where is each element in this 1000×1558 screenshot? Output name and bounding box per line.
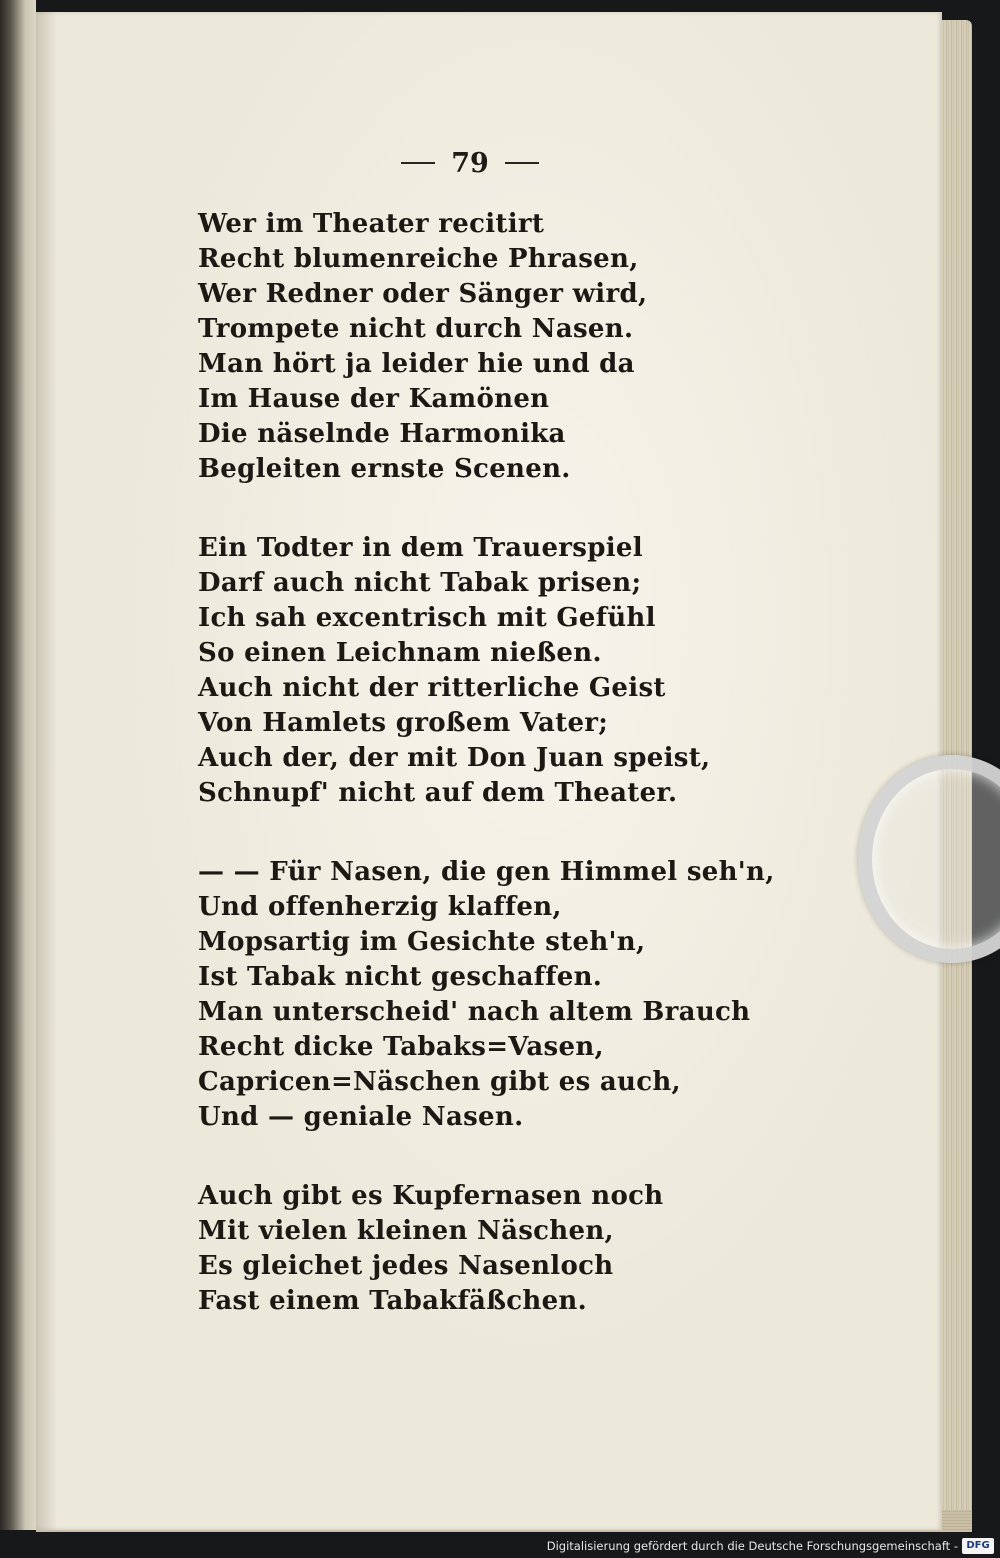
dfg-logo-icon: DFG (962, 1538, 994, 1554)
poem-line: Begleiten ernste Scenen. (198, 454, 571, 484)
poem-line: Wer im Theater recitirt (198, 209, 545, 239)
page-header (380, 148, 560, 178)
poem-line: Recht blumenreiche Phrasen, (198, 244, 639, 274)
funding-credit: Digitalisierung gefördert durch die Deutsche Forschungsgemeinschaft - (546, 1539, 958, 1553)
stanza-4 (198, 1179, 818, 1319)
poem-line: Fast einem Tabakfäßchen. (198, 1286, 587, 1316)
poem-line: Im Hause der Kamönen (198, 384, 550, 414)
poem-line: So einen Leichnam nießen. (198, 638, 602, 668)
poem-line: Recht dicke Tabaks=Vasen, (198, 1032, 604, 1062)
poem-line: Von Hamlets großem Vater; (198, 708, 609, 738)
header-dash-left (401, 162, 435, 164)
footer-bar (0, 1536, 1000, 1558)
poem-line: Man unterscheid' nach altem Brauch (198, 997, 751, 1027)
poem-line: Mit vielen kleinen Näschen, (198, 1216, 614, 1246)
poem-line: Wer Redner oder Sänger wird, (198, 279, 648, 309)
poem-line: Mopsartig im Gesichte steh'n, (198, 927, 646, 957)
poem-line: Die näselnde Harmonika (198, 419, 566, 449)
page-number: 79 (451, 147, 489, 179)
previous-page-edge (0, 0, 36, 1530)
stanza-3 (198, 855, 818, 1135)
poem-text (198, 207, 818, 1363)
header-dash-right (505, 162, 539, 164)
poem-line: Darf auch nicht Tabak prisen; (198, 568, 642, 598)
poem-line: — — Für Nasen, die gen Himmel seh'n, (198, 857, 775, 887)
poem-line: Und offenherzig klaffen, (198, 892, 562, 922)
poem-line: Ein Todter in dem Trauerspiel (198, 533, 643, 563)
stanza-1 (198, 207, 818, 487)
poem-line: Und — geniale Nasen. (198, 1102, 524, 1132)
poem-line: Trompete nicht durch Nasen. (198, 314, 634, 344)
stanza-2 (198, 531, 818, 811)
poem-line: Auch gibt es Kupfernasen noch (198, 1181, 664, 1211)
poem-line: Auch nicht der ritterliche Geist (198, 673, 666, 703)
poem-line: Schnupf' nicht auf dem Theater. (198, 778, 678, 808)
poem-line: Man hört ja leider hie und da (198, 349, 635, 379)
poem-line: Ist Tabak nicht geschaffen. (198, 962, 603, 992)
poem-line: Ich sah excentrisch mit Gefühl (198, 603, 656, 633)
poem-line: Capricen=Näschen gibt es auch, (198, 1067, 681, 1097)
poem-line: Es gleichet jedes Nasenloch (198, 1251, 614, 1281)
poem-line: Auch der, der mit Don Juan speist, (198, 743, 711, 773)
